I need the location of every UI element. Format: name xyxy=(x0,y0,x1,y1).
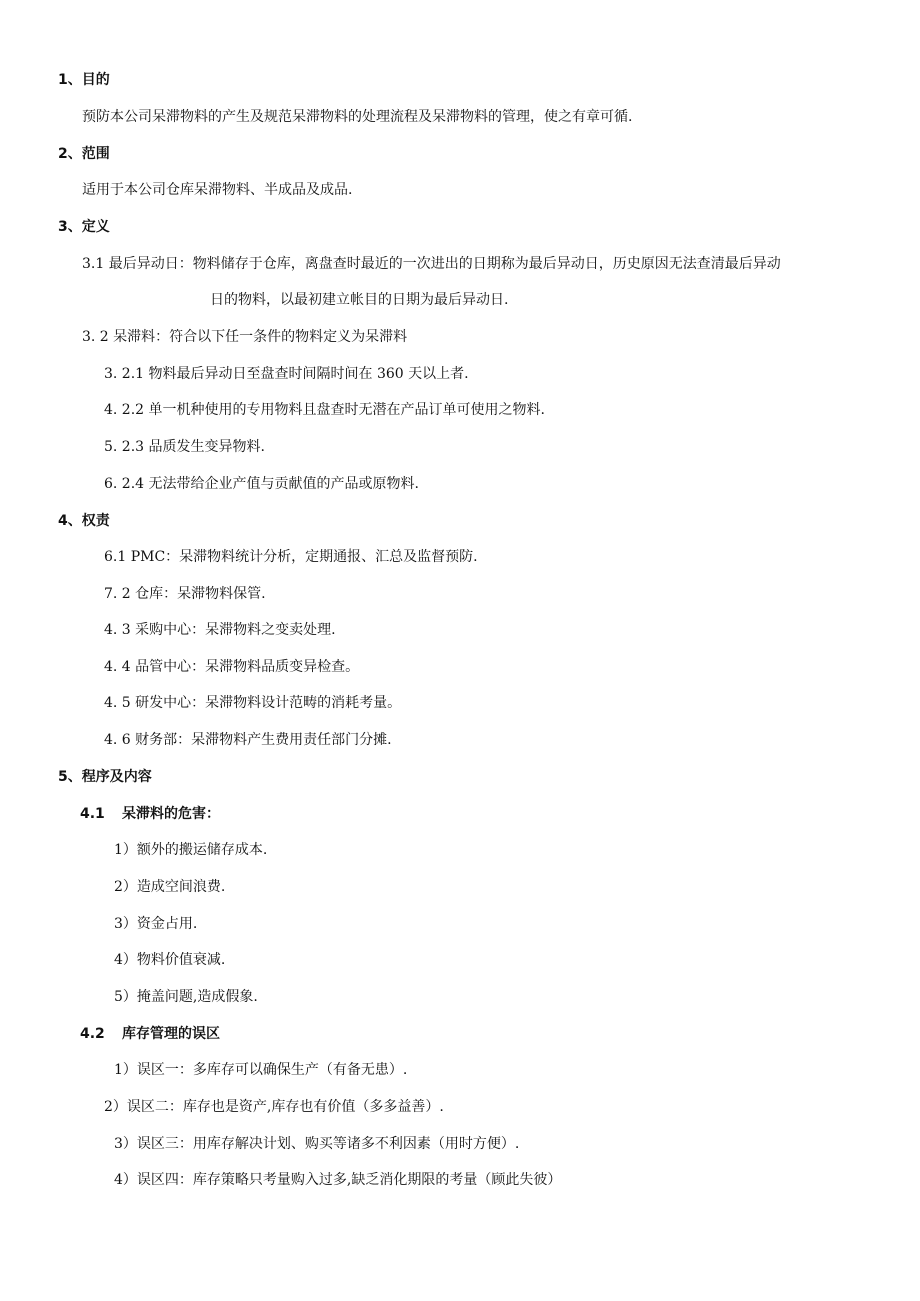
subsection-4-1-title: 呆滞料的危害： xyxy=(122,806,220,822)
definition-3-1-line-1: 3.1 最后异动日：物料储存于仓库，离盘查时最近的一次进出的日期称为最后异动日，历史原因无法查清最后异动 xyxy=(82,256,781,272)
definition-3-2: 3. 2 呆滞料：符合以下任一条件的物料定义为呆滞料 xyxy=(82,329,408,345)
responsibility-item: 6.1 PMC：呆滞物料统计分析，定期通报、汇总及监督预防. xyxy=(104,549,478,565)
hazard-item: 3）资金占用. xyxy=(114,916,198,932)
hazard-item: 4）物料价值衰减. xyxy=(114,952,226,968)
definition-item: 4. 2.2 单一机种使用的专用物料且盘查时无潜在产品订单可使用之物料. xyxy=(104,402,545,418)
subsection-4-2-number: 4.2 xyxy=(80,1026,105,1042)
misconception-item: 4）误区四：库存策略只考量购入过多,缺乏消化期限的考量（顾此失彼） xyxy=(114,1172,562,1188)
section-4-heading: 4、权责 xyxy=(58,513,110,529)
section-5-heading: 5、程序及内容 xyxy=(58,769,152,785)
hazard-item: 1）额外的搬运储存成本. xyxy=(114,842,268,858)
subsection-4-1-number: 4.1 xyxy=(80,806,105,822)
section-1-heading: 1、目的 xyxy=(58,72,110,88)
hazard-item: 2）造成空间浪费. xyxy=(114,879,226,895)
definition-3-1-line-2: 日的物料，以最初建立帐目的日期为最后异动日. xyxy=(210,292,509,308)
responsibility-item: 7. 2 仓库：呆滞物料保管. xyxy=(104,586,266,602)
misconception-item: 1）误区一：多库存可以确保生产（有备无患）. xyxy=(114,1062,408,1078)
definition-item: 6. 2.4 无法带给企业产值与贡献值的产品或原物料. xyxy=(104,476,419,492)
responsibility-item: 4. 5 研发中心：呆滞物料设计范畴的消耗考量。 xyxy=(104,695,402,711)
hazard-item: 5）掩盖问题,造成假象. xyxy=(114,989,258,1005)
responsibility-item: 4. 3 采购中心：呆滞物料之变卖处理. xyxy=(104,622,336,638)
section-1-body: 预防本公司呆滞物料的产生及规范呆滞物料的处理流程及呆滞物料的管理，使之有章可循. xyxy=(82,109,633,125)
definition-item: 5. 2.3 品质发生变异物料. xyxy=(104,439,265,455)
misconception-item: 2）误区二：库存也是资产,库存也有价值（多多益善）. xyxy=(104,1099,444,1115)
responsibility-item: 4. 4 品管中心：呆滞物料品质变异检查。 xyxy=(104,659,360,675)
definition-item: 3. 2.1 物料最后异动日至盘查时间隔时间在 360 天以上者. xyxy=(104,366,469,382)
section-2-heading: 2、范围 xyxy=(58,146,110,162)
misconception-item: 3）误区三：用库存解决计划、购买等诸多不利因素（用时方便）. xyxy=(114,1136,520,1152)
section-3-heading: 3、定义 xyxy=(58,219,110,235)
section-2-body: 适用于本公司仓库呆滞物料、半成品及成品. xyxy=(82,182,353,198)
subsection-4-2-title: 库存管理的误区 xyxy=(122,1026,220,1042)
responsibility-item: 4. 6 财务部：呆滞物料产生费用责任部门分摊. xyxy=(104,732,392,748)
